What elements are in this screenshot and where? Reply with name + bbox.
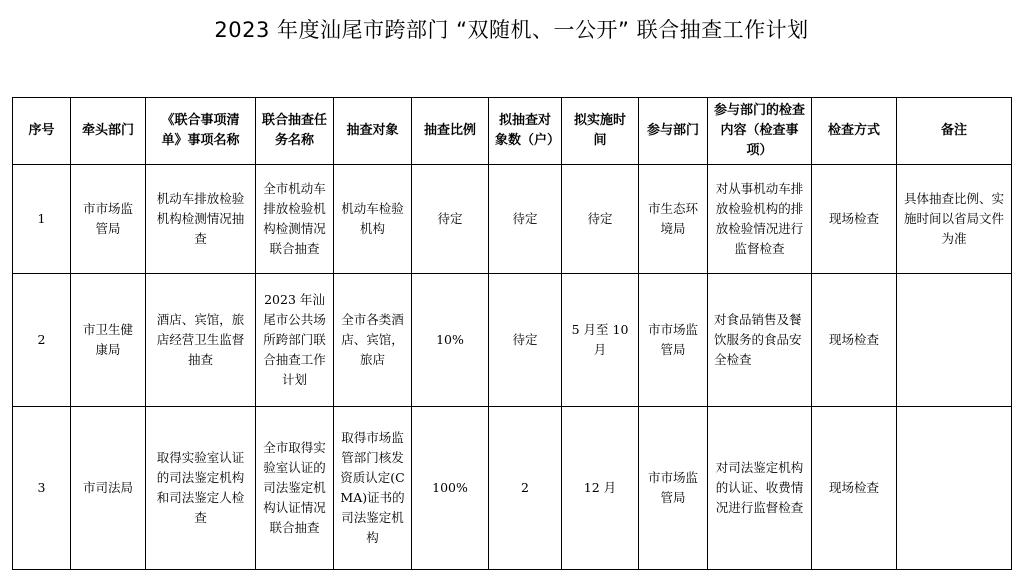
cell-item-name: 取得实验室认证的司法鉴定机构和司法鉴定人检查 xyxy=(146,407,256,570)
page-title: 2023 年度汕尾市跨部门 “双随机、一公开” 联合抽查工作计划 xyxy=(214,18,809,42)
header-item-name: 《联合事项清单》事项名称 xyxy=(146,98,256,165)
header-note: 备注 xyxy=(897,98,1012,165)
table-row xyxy=(13,407,1012,570)
header-method: 检查方式 xyxy=(812,98,897,165)
plan-table xyxy=(12,97,1012,570)
cell-ratio: 待定 xyxy=(412,165,489,274)
cell-content: 对从事机动车排放检验机构的排放检验情况进行监督检查 xyxy=(708,165,812,274)
header-no: 序号 xyxy=(13,98,71,165)
header-ratio: 抽查比例 xyxy=(412,98,489,165)
cell-ratio: 100% xyxy=(412,407,489,570)
cell-target: 机动车检验机构 xyxy=(334,165,412,274)
header-task-name: 联合抽查任务名称 xyxy=(256,98,334,165)
header-content: 参与部门的检查内容（检查事项） xyxy=(708,98,812,165)
table-header-row xyxy=(13,98,1012,165)
header-partner: 参与部门 xyxy=(639,98,708,165)
cell-target: 取得市场监管部门核发资质认定(CMA)证书的司法鉴定机构 xyxy=(334,407,412,570)
cell-count: 待定 xyxy=(489,274,562,407)
cell-no: 2 xyxy=(13,274,71,407)
cell-count: 待定 xyxy=(489,165,562,274)
cell-note xyxy=(897,407,1012,570)
cell-item-name: 机动车排放检验机构检测情况抽查 xyxy=(146,165,256,274)
cell-task-name: 全市取得实验室认证的司法鉴定机构认证情况联合抽查 xyxy=(256,407,334,570)
header-target: 抽查对象 xyxy=(334,98,412,165)
cell-lead-dept: 市市场监管局 xyxy=(71,165,146,274)
cell-lead-dept: 市卫生健康局 xyxy=(71,274,146,407)
cell-content: 对司法鉴定机构的认证、收费情况进行监督检查 xyxy=(708,407,812,570)
cell-count: 2 xyxy=(489,407,562,570)
cell-note xyxy=(897,274,1012,407)
header-lead-dept: 牵头部门 xyxy=(71,98,146,165)
cell-no: 1 xyxy=(13,165,71,274)
cell-item-name: 酒店、宾馆，旅店经营卫生监督抽查 xyxy=(146,274,256,407)
cell-method: 现场检查 xyxy=(812,407,897,570)
cell-time: 待定 xyxy=(562,165,639,274)
cell-task-name: 2023 年汕尾市公共场所跨部门联合抽查工作计划 xyxy=(256,274,334,407)
cell-no: 3 xyxy=(13,407,71,570)
cell-partner: 市市场监管局 xyxy=(639,274,708,407)
cell-note: 具体抽查比例、实施时间以省局文件为准 xyxy=(897,165,1012,274)
cell-content: 对食品销售及餐饮服务的食品安全检查 xyxy=(708,274,812,407)
cell-task-name: 全市机动车排放检验机构检测情况联合抽查 xyxy=(256,165,334,274)
header-count: 拟抽查对象数（户） xyxy=(489,98,562,165)
header-time: 拟实施时间 xyxy=(562,98,639,165)
cell-method: 现场检查 xyxy=(812,165,897,274)
table-row xyxy=(13,274,1012,407)
cell-time: 12 月 xyxy=(562,407,639,570)
cell-partner: 市市场监管局 xyxy=(639,407,708,570)
cell-time: 5 月至 10 月 xyxy=(562,274,639,407)
cell-method: 现场检查 xyxy=(812,274,897,407)
cell-partner: 市生态环境局 xyxy=(639,165,708,274)
table-row xyxy=(13,165,1012,274)
cell-ratio: 10% xyxy=(412,274,489,407)
cell-lead-dept: 市司法局 xyxy=(71,407,146,570)
cell-target: 全市各类酒店、宾馆，旅店 xyxy=(334,274,412,407)
